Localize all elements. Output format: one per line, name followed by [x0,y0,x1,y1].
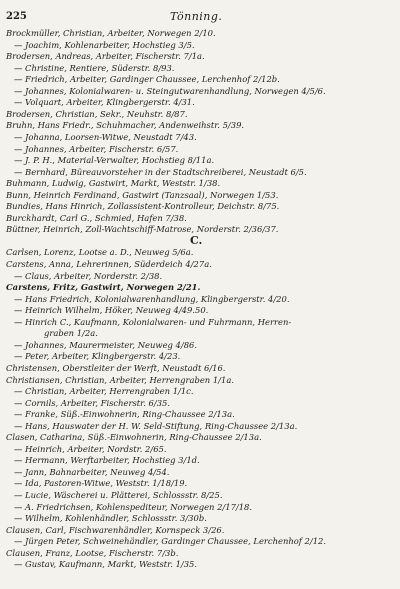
directory-entry: — Lucie, Wäscherei u. Plätterei, Schlossstr. 8/25. [14,490,223,500]
directory-entry: — Jürgen Peter, Schweinehändler, Gardinger Chaussee, Lerchenhof 2/12. [14,536,327,547]
directory-entry: Clasen, Catharina, Süß.-Einwohnerin, Ring-Chaussee 2/13a. [6,432,262,443]
directory-entry: — Hermann, Werftarbeiter, Hochstieg 3/1d. [14,455,200,466]
directory-entry: — Ida, Pastoren-Witwe, Weststr. 1/18/19. [14,478,188,489]
directory-entry: Brockmüller, Christian, Arbeiter, Norwegen 2/10. [6,28,216,38]
directory-entry: — Gustav, Kaufmann, Markt, Weststr. 1/35. [14,559,198,570]
directory-entry: — Christian, Arbeiter, Herrengraben 1/1c. [14,386,194,397]
directory-entry: Carstens, Anna, Lehrerinnen, Süderdeich 4/27a. [6,259,212,269]
directory-entry: Christiansen, Christian, Arbeiter, Herrengraben 1/1a. [6,374,234,385]
directory-entry: — Heinrich, Arbeiter, Nordstr. 2/65. [14,443,167,454]
directory-entry: Carstens, Fritz, Gastwirt, Norwegen 2/21. [6,282,201,293]
directory-entry: — Peter, Arbeiter, Klingbergerstr. 4/23. [14,351,181,362]
directory-entry: — Johannes, Arbeiter, Fischerstr. 6/57. [14,143,179,154]
page-number: 225 [6,11,27,22]
directory-entry: — Hans, Hauswater der H. W. Seld-Stiftung, Ring-Chaussee 2/13a. [14,420,298,431]
directory-entry: Burckhardt, Carl G., Schmied, Hafen 7/38. [6,212,187,223]
directory-entry: — Cornils, Arbeiter, Fischerstr. 6/35. [14,397,171,408]
directory-entry: Clausen, Carl, Fischwarenhändler, Kornspeck 3/26. [6,524,225,535]
directory-entry: graben 1/2a. [44,328,98,339]
directory-entry: — A. Friedrichsen, Kohlenspediteur, Norwegen 2/17/18. [14,501,253,512]
directory-entry: Buhmann, Ludwig, Gastwirt, Markt, Weststr. 1/38. [6,178,221,189]
directory-entry: Clausen, Franz, Lootse, Fischerstr. 7/3b. [6,547,179,558]
page-header: Tönning. [170,10,223,23]
directory-entry: — Claus, Arbeiter, Norderstr. 2/38. [14,270,163,281]
directory-entry: — Friedrich, Arbeiter, Gardinger Chaussee, Lerchenhof 2/12b. [14,74,280,85]
directory-entry: Bruhn, Hans Friedr., Schuhmacher, Andenweihstr. 5/39. [6,120,245,131]
directory-entry: — Heinrich Wilhelm, Höker, Neuweg 4/49.50. [14,305,209,316]
directory-entry: Büttner, Heinrich, Zoll-Wachtschiff-Matrose, Norderstr. 2/36/37. [6,224,279,235]
directory-entry: Carlsen, Lorenz, Lootse a. D., Neuweg 5/6a. [6,247,194,258]
directory-entry: — Johanna, Loorsen-Witwe, Neustadt 7/43. [14,131,197,142]
directory-entry: — J. P. H., Material-Verwalter, Hochstieg 8/11a. [14,155,215,166]
section-letter: C. [190,233,203,247]
directory-entry: Brodersen, Christian, Sekr., Neuhstr. 8/87. [6,108,188,119]
directory-entry: Christensen, Oberstleiter der Werft, Neustadt 6/16. [6,362,226,373]
directory-entry: Bundies, Hans Hinrich, Zollassistent-Kontrolleur, Deichstr. 8/75. [6,201,280,212]
directory-entry: — Joachim, Kohlenarbeiter, Hochstieg 3/5. [14,39,195,50]
directory-entry: — Franke, Süß.-Einwohnerin, Ring-Chaussee 2/13a. [14,409,235,420]
directory-entry: — Hans Friedrich, Kolonialwarenhandlung, Klingbergerstr. 4/20. [14,293,290,304]
directory-entry: — Johannes, Maurermeister, Neuweg 4/86. [14,339,198,350]
directory-entry: — Johannes, Kolonialwaren- u. Steingutwarenhandlung, Norwegen 4/5/6. [14,85,326,96]
directory-entry: — Jann, Bahnarbeiter, Neuweg 4/54. [14,466,170,477]
directory-entry: — Volquart, Arbeiter, Klingbergerstr. 4/31. [14,97,195,108]
directory-entry: — Hinrich C., Kaufmann, Kolonialwaren- und Fuhrmann, Herren- [14,316,292,327]
directory-entry: — Bernhard, Büreauvorsteher in der Stadtschreiberei, Neustadt 6/5. [14,166,307,177]
directory-entry: — Wilhelm, Kohlenhändler, Schlossstr. 3/30b. [14,513,207,524]
directory-entry: Brodersen, Andreas, Arbeiter, Fischerstr. 7/1a. [6,51,205,62]
directory-entry: — Christine, Rentiere, Süderstr. 8/93. [14,62,175,73]
directory-entry: Bunn, Heinrich Ferdinand, Gastwirt (Tanzsaal), Norwegen 1/53. [6,189,279,200]
